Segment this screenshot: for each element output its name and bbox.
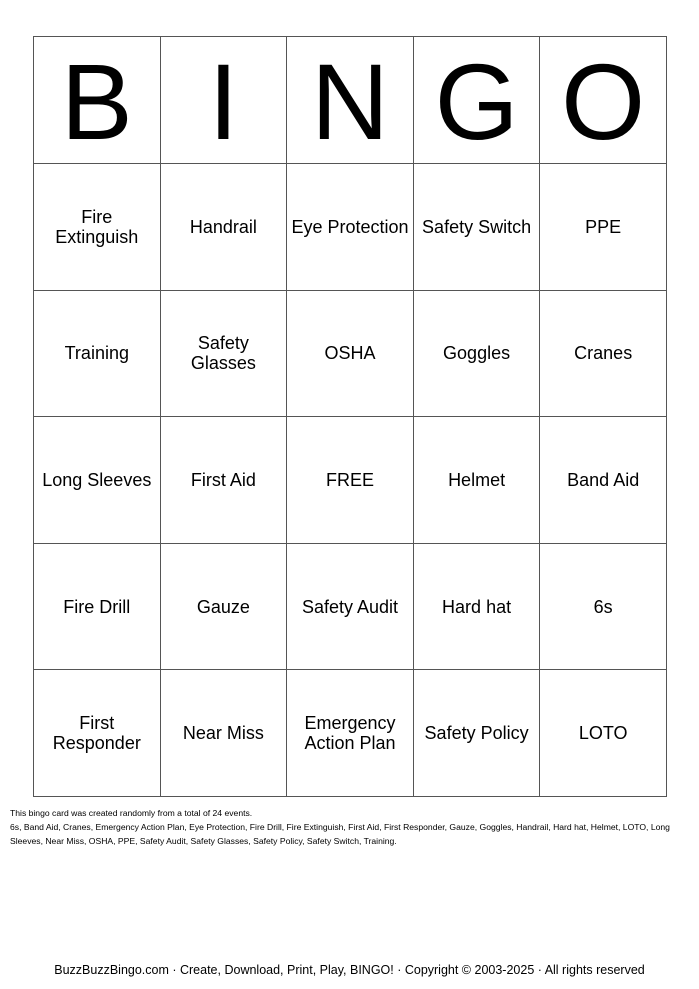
bingo-cell: Safety Audit: [287, 543, 414, 670]
bingo-cell: Goggles: [413, 290, 540, 417]
card-info-note: [10, 806, 692, 848]
bingo-free-cell: FREE: [287, 417, 414, 544]
bingo-cell: OSHA: [287, 290, 414, 417]
bingo-cell: Band Aid: [540, 417, 667, 544]
bingo-cell: 6s: [540, 543, 667, 670]
bingo-cell: Safety Glasses: [160, 290, 287, 417]
header-letter-i: I: [160, 37, 287, 164]
bingo-card: [33, 36, 667, 797]
bingo-cell: Gauze: [160, 543, 287, 670]
bingo-cell: Emergency Action Plan: [287, 670, 414, 797]
site-footer: BuzzBuzzBingo.com · Create, Download, Print, Play, BINGO! · Copyright © 2003-2025 · All rights reserved: [54, 963, 645, 977]
bingo-cell: Fire Extinguish: [34, 164, 161, 291]
header-letter-g: G: [413, 37, 540, 164]
bingo-row: [34, 290, 667, 417]
card-info-event-list: 6s, Band Aid, Cranes, Emergency Action Plan, Eye Protection, Fire Drill, Fire Extinguish, First Aid, First Responder, Gauze, Goggles, Handrail, Hard hat, Helmet, LOTO, Long Sleeves, Near Miss, OSHA, PPE, Safety Audit, Safety Glasses, Safety Policy, Safety Switch, Training.: [10, 822, 670, 846]
bingo-cell: LOTO: [540, 670, 667, 797]
bingo-cell: Helmet: [413, 417, 540, 544]
bingo-cell: First Responder: [34, 670, 161, 797]
bingo-header-row: [34, 37, 667, 164]
header-letter-n: N: [287, 37, 414, 164]
bingo-cell: Safety Switch: [413, 164, 540, 291]
bingo-row: [34, 670, 667, 797]
bingo-row: [34, 543, 667, 670]
bingo-cell: Hard hat: [413, 543, 540, 670]
bingo-cell: Long Sleeves: [34, 417, 161, 544]
bingo-cell: Fire Drill: [34, 543, 161, 670]
header-letter-b: B: [34, 37, 161, 164]
bingo-cell: Training: [34, 290, 161, 417]
bingo-cell: Eye Protection: [287, 164, 414, 291]
bingo-row: [34, 417, 667, 544]
header-letter-o: O: [540, 37, 667, 164]
card-info-summary: This bingo card was created randomly from a total of 24 events.: [10, 808, 253, 818]
bingo-cell: Near Miss: [160, 670, 287, 797]
bingo-cell: PPE: [540, 164, 667, 291]
bingo-cell: Handrail: [160, 164, 287, 291]
bingo-cell: First Aid: [160, 417, 287, 544]
bingo-cell: Safety Policy: [413, 670, 540, 797]
bingo-row: [34, 164, 667, 291]
bingo-cell: Cranes: [540, 290, 667, 417]
